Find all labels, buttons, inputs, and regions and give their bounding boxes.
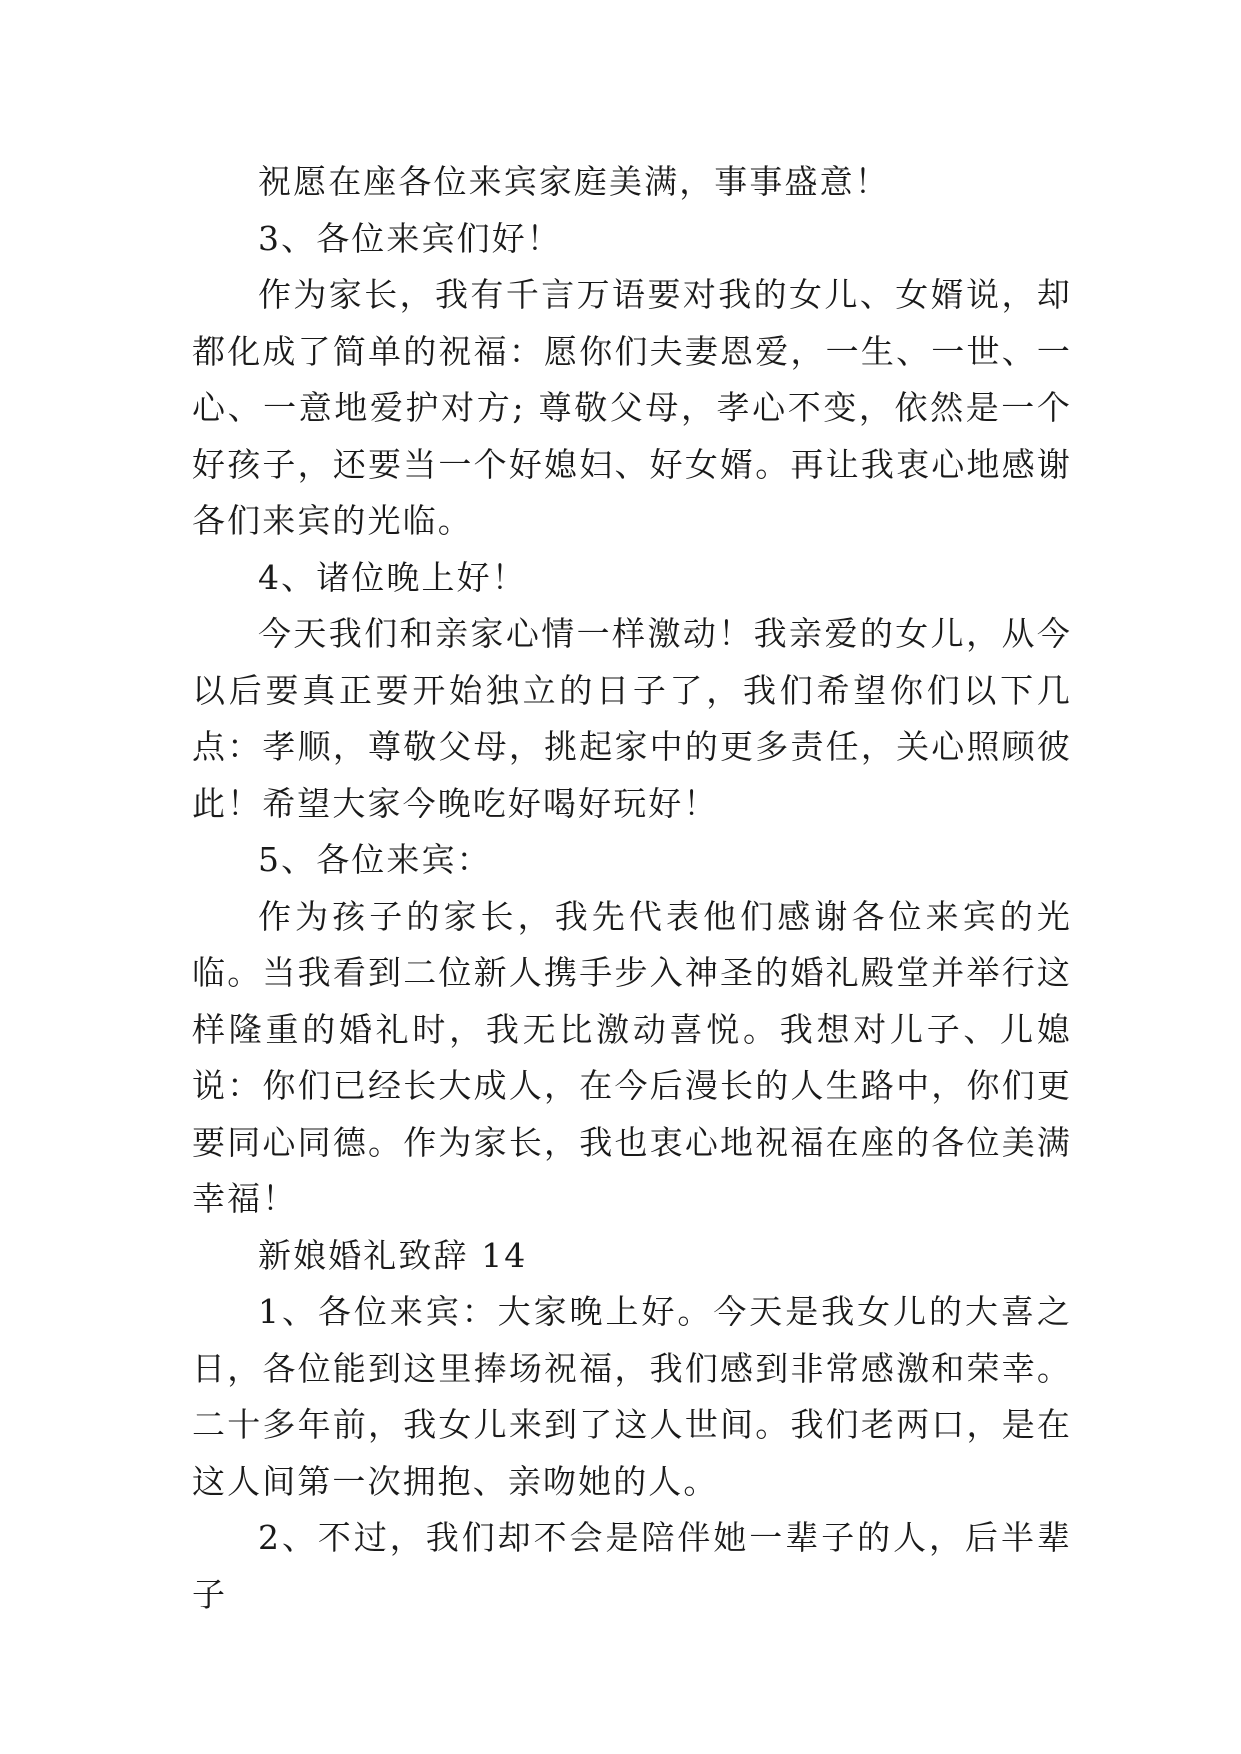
paragraph: 祝愿在座各位来宾家庭美满，事事盛意！ [258,162,890,201]
paragraph: 1、各位来宾：大家晚上好。今天是我女儿的大喜之日，各位能到这里捧场祝福，我们感到非常感激和荣幸。二十多年前，我女儿来到了这人世间。我们老两口，是在这人间第一次拥抱、亲吻她的人。 [192,1292,1072,1501]
section-title: 新娘婚礼致辞 14 [258,1235,528,1275]
document-body [192,154,1072,1623]
paragraph-heading: 4、诸位晚上好！ [258,557,527,597]
paragraph-heading: 3、各位来宾们好！ [258,218,562,258]
paragraph: 2、不过，我们却不会是陪伴她一辈子的人，后半辈子 [192,1518,1072,1614]
paragraph: 今天我们和亲家心情一样激动！我亲爱的女儿，从今以后要真正要开始独立的日子了，我们希望你们以下几点：孝顺，尊敬父母，挑起家中的更多责任，关心照顾彼此！希望大家今晚吃好喝好玩好！ [192,614,1072,823]
paragraph: 作为家长，我有千言万语要对我的女儿、女婿说，却都化成了简单的祝福：愿你们夫妻恩爱，一生、一世、一心、一意地爱护对方; 尊敬父母，孝心不变，依然是一个好孩子，还要当一个好媳妇、好女婿。再让我衷心地感谢各们来宾的光临。 [192,275,1072,540]
paragraph: 作为孩子的家长，我先代表他们感谢各位来宾的光临。当我看到二位新人携手步入神圣的婚礼殿堂并举行这样隆重的婚礼时，我无比激动喜悦。我想对儿子、儿媳说：你们已经长大成人，在今后漫长的人生路中，你们更要同心同德。作为家长，我也衷心地祝福在座的各位美满幸福！ [192,896,1072,1218]
paragraph-heading: 5、各位来宾： [258,840,492,879]
